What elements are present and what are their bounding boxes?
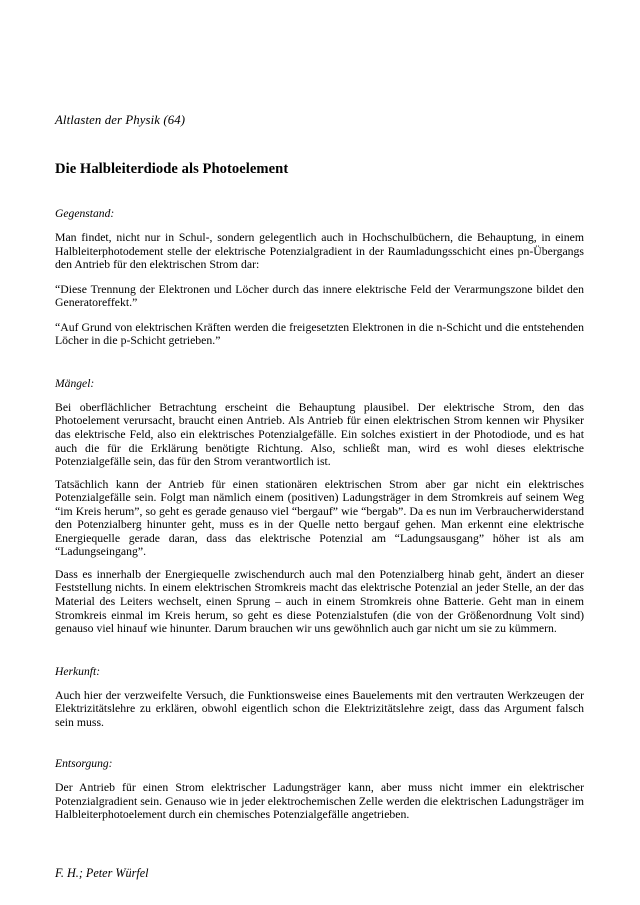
- paragraph-quote: “Auf Grund von elektrischen Kräften werden die freigesetzten Elektronen in die n-Schicht und die entstehenden Löcher in die p-Schicht getrieben.”: [55, 320, 584, 348]
- paragraph: Man findet, nicht nur in Schul-, sondern gelegentlich auch in Hochschulbüchern, die Behauptung, in einem Halbleiterphotodement stelle der elektrische Potenzialgradient in der Raumladungsschicht eines pn-Übergangs den Antrieb für den elektrischen Strom dar:: [55, 231, 584, 272]
- section-heading-gegenstand: Gegenstand:: [55, 207, 115, 221]
- page-title: Die Halbleiterdiode als Photoelement: [55, 160, 289, 177]
- paragraph-quote: “Diese Trennung der Elektronen und Löcher durch das innere elektrische Feld der Verarmungszone bildet den Generatoreffekt.”: [55, 282, 584, 310]
- paragraph: Bei oberflächlicher Betrachtung erscheint die Behauptung plausibel. Der elektrische Strom, den das Photoelement verursacht, braucht einen Antrieb. Als Antrieb für einen elektrischen Strom kennen wir Physiker das elektrische Feld, also ein elektrisches Potenzialgefälle. Ein solches existiert in der Photodiode, und es hat auch die für die Erklärung benötigte Richtung. Also, schließt man, wird es wohl dieses elektrische Potenzialgefälle sein, das für den Strom verantwortlich ist.: [55, 400, 584, 469]
- paragraph: Der Antrieb für einen Strom elektrischer Ladungsträger kann, aber muss nicht immer ein elektrischer Potenzialgradient sein. Genauso wie in jeder elektrochemischen Zelle werden die elektrischen Ladungsträger im Halbleiterphotoelement durch ein chemisches Potenzialgefälle angetrieben.: [55, 781, 584, 822]
- paragraph: Auch hier der verzweifelte Versuch, die Funktionsweise eines Bauelements mit den vertrauten Werkzeugen der Elektrizitätslehre zu erklären, obwohl eigentlich schon die Elektrizitätslehre zeigt, dass das Argument falsch sein muss.: [55, 688, 584, 729]
- paragraph: Dass es innerhalb der Energiequelle zwischendurch auch mal den Potenzialberg hinab geht, ändert an dieser Feststellung nichts. In einem elektrischen Stromkreis macht das elektrische Potenzial an jeder Stelle, an der das Material des Leiters wechselt, einen Sprung – auch in einem Stromkreis ohne Batterie. Geht man in einem Stromkreis einmal im Kreis herum, so geht es diese Potenzialstufen (die von der Größenordnung Volt sind) genauso viel hinauf wie hinunter. Darum brauchen wir uns gewöhnlich auch gar nicht um sie zu kümmern.: [55, 567, 584, 636]
- section-heading-entsorgung: Entsorgung:: [55, 757, 113, 771]
- document-content: [55, 113, 584, 880]
- paragraph: Tatsächlich kann der Antrieb für einen stationären elektrischen Strom aber gar nicht ein elektrisches Potenzialgefälle sein. Folgt man nämlich einem (positiven) Ladungsträger in dem Stromkreis auf seinem Weg “im Kreis herum”, so geht es gerade genauso viel “bergauf” wie “bergab”. Da es nun im Verbraucherwiderstand den Potenzialberg hinunter geht, muss es in der Quelle netto bergauf gehen. Man erkennt eine elektrische Energiequelle gerade daran, dass das elektrische Potenzial am “Ladungsausgang” höher ist als am “Ladungseingang”.: [55, 477, 584, 559]
- series-line: Altlasten der Physik (64): [55, 113, 186, 127]
- author-signature: F. H.; Peter Würfel: [55, 865, 149, 880]
- section-heading-herkunft: Herkunft:: [55, 664, 101, 678]
- section-heading-maengel: Mängel:: [55, 376, 95, 390]
